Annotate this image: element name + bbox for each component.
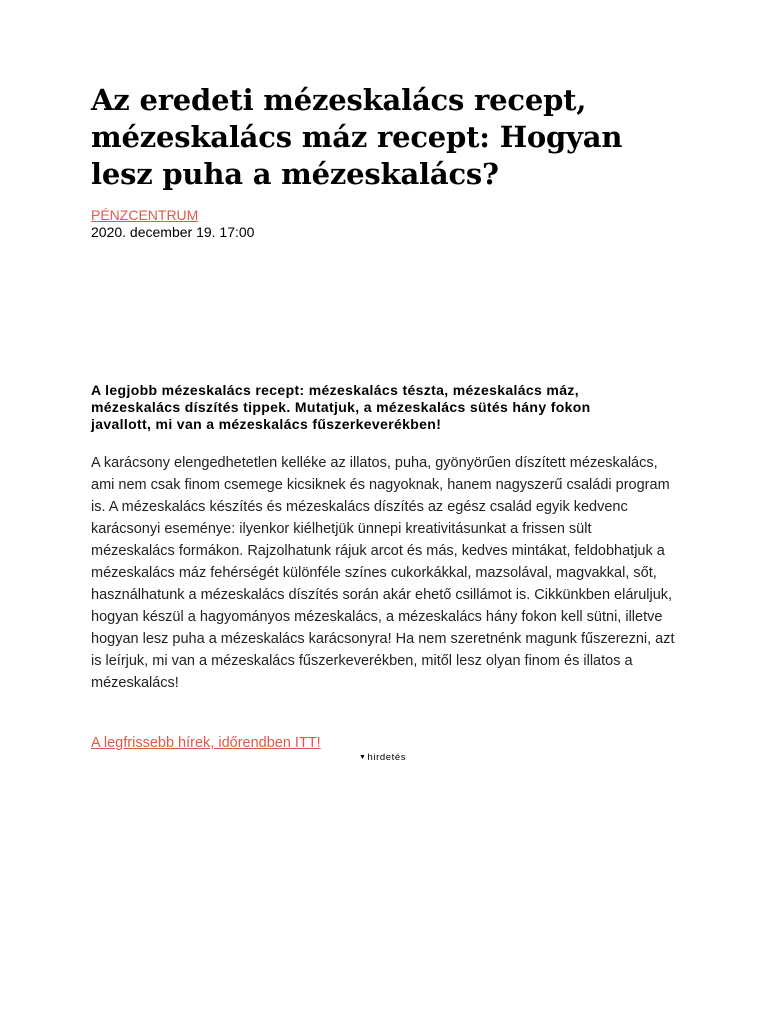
article-headline: Az eredeti mézeskalács recept, mézeskalács máz recept: Hogyan lesz puha a mézeskalács?: [91, 83, 623, 191]
article-header: [91, 82, 681, 241]
source-link[interactable]: PÉNZCENTRUM: [91, 207, 199, 223]
ad-label: [359, 752, 406, 764]
triangle-down-icon: ▼: [359, 754, 367, 761]
ad-label-text: hirdetés: [367, 752, 407, 763]
latest-news-link[interactable]: A legfrissebb hírek, időrendben ITT!: [91, 735, 321, 751]
article-lead: A legjobb mézeskalács recept: mézeskalács tészta, mézeskalács máz, mézeskalács díszítés tippek. Mutatjuk, a mézeskalács sütés hány fokon javallott, mi van a mézeskalács fűszerkeverékben!: [91, 382, 591, 432]
article-body: A karácsony elengedhetetlen kelléke az illatos, puha, gyönyörűen díszített mézeskalács, ami nem csak finom csemege kicsiknek és nagyoknak, hanem nagyszerű családi program is. A mézeskalács készítés és mézeskalács díszítés az egész család egyik kedvenc karácsonyi eseménye: ilyenkor kiélhetjük ünnepi kreativitásunkat a frissen sült mézeskalács formákon. Rajzolhatunk rájuk arcot és más, kedves mintákat, feldobhatjuk a mézeskalács máz fehérségét különféle színes cukorkákkal, mazsolával, magvakkal, sőt, használhatunk a mézeskalács díszítés során akár ehető csillámot is. Cikkünkben eláruljuk, hogyan készül a hagyományos mézeskalács, a mézeskalács hány fokon kell sütni, illetve hogyan lesz puha a mézeskalács karácsonyra! Ha nem szeretnénk magunk fűszerezni, azt is leírjuk, mi van a mézeskalács fűszerkeverékben, mitől lesz olyan finom és illatos a mézeskalács!: [91, 455, 675, 691]
publish-date: 2020. december 19. 17:00: [91, 224, 255, 240]
